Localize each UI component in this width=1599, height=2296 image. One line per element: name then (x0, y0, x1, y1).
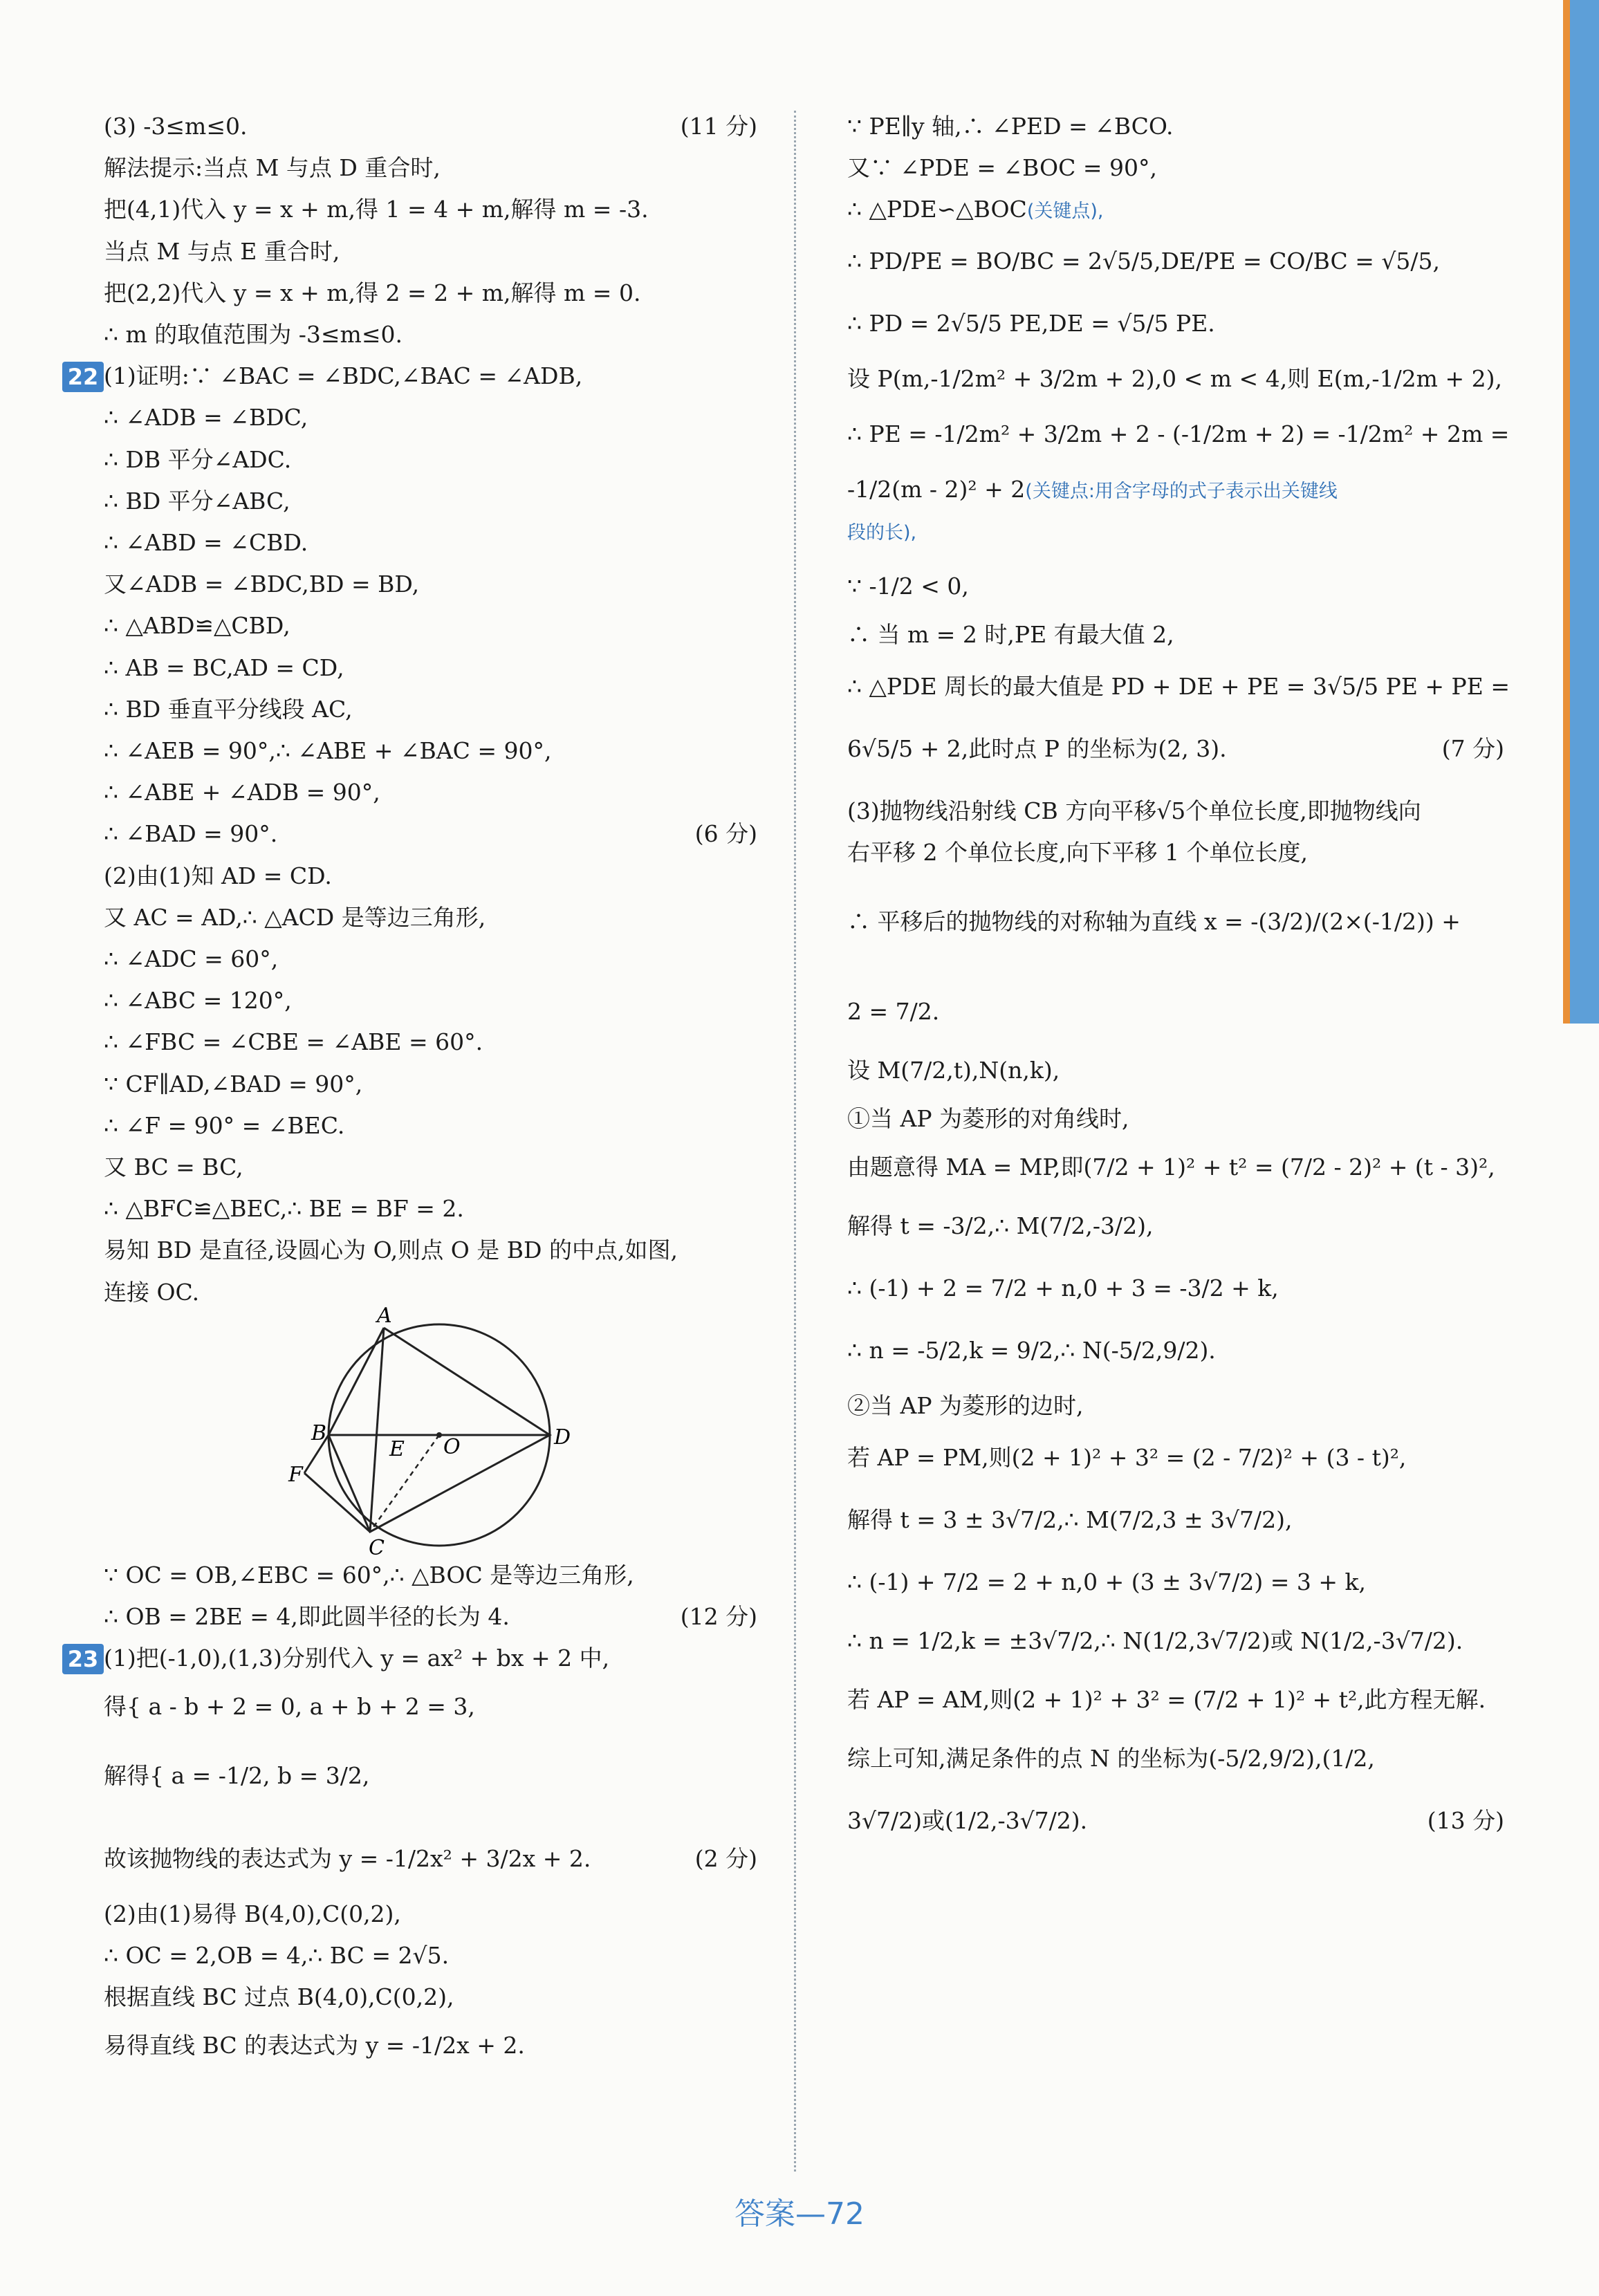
line-text: 故该抛物线的表达式为 y = -1/2x² + 3/2x + 2. (104, 1845, 591, 1872)
line-text: ∴ PD/PE = BO/BC = 2√5/5,DE/PE = CO/BC = √5/5, (847, 248, 1440, 275)
text-line (847, 1335, 1504, 1367)
text-line (104, 943, 757, 975)
text-line (104, 694, 757, 725)
line-text: ∴ 当 m = 2 时,PE 有最大值 2, (847, 621, 1174, 648)
text-line (847, 363, 1504, 395)
line-text: ∴ △PDE 周长的最大值是 PD + DE + PE = 3√5/5 PE + PE = (847, 673, 1510, 700)
line-text: ∴ ∠FBC = ∠CBE = ∠ABE = 60°. (104, 1028, 483, 1056)
line-text: ∴ BD 垂直平分线段 AC, (104, 695, 353, 723)
text-line (67, 360, 757, 392)
line-text: 6√5/5 + 2,此时点 P 的坐标为(2, 3). (847, 735, 1227, 762)
text-line (104, 735, 757, 767)
line-text: ∴ PE = -1/2m² + 3/2m + 2 - (-1/2m + 2) = -1/2m² + 2m = (847, 420, 1510, 447)
line-text: ∴ PD = 2√5/5 PE,DE = √5/5 PE. (847, 310, 1215, 337)
text-line (104, 1026, 757, 1058)
text-line (104, 527, 757, 559)
line-text: 又 BC = BC, (104, 1154, 243, 1181)
text-line (104, 1151, 757, 1183)
text-line (847, 619, 1504, 651)
text-line (104, 2030, 757, 2062)
circle-figure (280, 1300, 577, 1556)
handwritten-note: (关键点), (1026, 201, 1104, 222)
line-text: (1)证明:∵ ∠BAC = ∠BDC,∠BAC = ∠ADB, (104, 362, 583, 390)
line-text: ②当 AP 为菱形的边时, (847, 1392, 1084, 1419)
figure-label-f: F (288, 1463, 303, 1487)
text-line (847, 1151, 1504, 1183)
text-line (104, 610, 757, 642)
line-text: (3)抛物线沿射线 CB 方向平移√5个单位长度,即抛物线向 (847, 797, 1421, 824)
line-text: ∵ OC = OB,∠EBC = 60°,∴ △BOC 是等边三角形, (104, 1562, 634, 1589)
line-text: (2)由(1)知 AD = CD. (104, 862, 332, 889)
text-line (104, 1760, 757, 1792)
line-text: ∴ △PDE∽△BOC (847, 196, 1027, 223)
page-edge-tab (1563, 0, 1599, 1024)
text-line (847, 1210, 1504, 1242)
text-line (847, 1390, 1504, 1422)
text-line (847, 1684, 1504, 1716)
figure-label-c: C (369, 1536, 385, 1556)
line-text: 把(4,1)代入 y = x + m,得 1 = 4 + m,解得 m = -3. (104, 196, 649, 223)
line-text: ∴ DB 平分∠ADC. (104, 445, 292, 473)
text-line (847, 246, 1504, 277)
figure-label-a: A (377, 1304, 392, 1328)
text-line (104, 1843, 757, 1875)
page-footer: 答案—72 (734, 2196, 865, 2232)
line-text: 把(2,2)代入 y = x + m,得 2 = 2 + m,解得 m = 0. (104, 279, 641, 306)
handwritten-note: 段的长), (847, 522, 917, 544)
text-line (104, 568, 757, 600)
line-text: ∴ ∠ABE + ∠ADB = 90°, (104, 779, 380, 806)
line-text: ∴ ∠F = 90° = ∠BEC. (104, 1111, 345, 1139)
text-line (67, 1642, 757, 1674)
line-text: ∴ ∠ADC = 60°, (104, 945, 279, 972)
line-text: 解法提示:当点 M 与点 D 重合时, (104, 154, 441, 182)
line-text: 若 AP = AM,则(2 + 1)² + 3² = (7/2 + 1)² + t²,此方程无解. (847, 1686, 1486, 1713)
text-line (847, 1566, 1504, 1598)
line-text: ∴ OC = 2,OB = 4,∴ BC = 2√5. (104, 1942, 450, 1969)
line-text: ∴ ∠ADB = ∠BDC, (104, 404, 308, 432)
text-line (104, 1691, 757, 1723)
text-line (847, 571, 1504, 602)
line-text: (1)把(-1,0),(1,3)分别代入 y = ax² + bx + 2 中, (104, 1645, 610, 1672)
line-text: 又 AC = AD,∴ △ACD 是等边三角形, (104, 903, 486, 931)
line-text: 当点 M 与点 E 重合时, (104, 237, 340, 265)
line-text: ∴ ∠BAD = 90°. (104, 820, 278, 848)
line-text: 根据直线 BC 过点 B(4,0),C(0,2), (104, 1983, 454, 2010)
line-text: ∴ 平移后的抛物线的对称轴为直线 x = -(3/2)/(2×(-1/2)) + (847, 908, 1461, 935)
text-line (104, 777, 757, 808)
figure-label-o: O (443, 1435, 461, 1459)
text-line (104, 236, 757, 268)
text-line (847, 996, 1504, 1028)
text-line (847, 152, 1504, 184)
line-text: ∴ AB = BC,AD = CD, (104, 654, 344, 681)
text-line (847, 194, 1504, 228)
text-line (847, 906, 1504, 938)
line-text: ∵ PE∥y 轴,∴ ∠PED = ∠BCO. (847, 113, 1174, 140)
text-line (104, 1234, 757, 1266)
text-line (104, 1940, 757, 1972)
text-line (104, 194, 757, 225)
text-line (847, 515, 1504, 549)
text-line (847, 1743, 1504, 1775)
line-text: ∴ △ABD≌△CBD, (104, 612, 290, 640)
question-number-badge: 23 (62, 1644, 104, 1674)
text-line (104, 111, 757, 142)
text-line (104, 1981, 757, 2013)
figure-label-b: B (311, 1421, 327, 1445)
text-line (847, 111, 1504, 142)
text-line (847, 1805, 1504, 1837)
score-label: (6 分) (694, 820, 757, 848)
line-text: 易得直线 BC 的表达式为 y = -1/2x + 2. (104, 2032, 525, 2059)
text-line (104, 1559, 757, 1591)
line-text: 连接 OC. (104, 1278, 200, 1306)
text-line (847, 733, 1504, 765)
text-line (847, 308, 1504, 340)
line-text: ∴ ∠AEB = 90°,∴ ∠ABE + ∠BAC = 90°, (104, 737, 552, 764)
text-line (104, 985, 757, 1017)
column-divider (794, 111, 796, 2172)
text-line (104, 319, 757, 351)
text-line (847, 1055, 1504, 1086)
text-line (847, 1625, 1504, 1657)
figure-label-d: D (554, 1425, 571, 1450)
text-line (104, 444, 757, 476)
line-text: 易知 BD 是直径,设圆心为 O,则点 O 是 BD 的中点,如图, (104, 1237, 678, 1264)
score-label: (2 分) (694, 1845, 757, 1872)
text-line (104, 277, 757, 309)
line-text: ∴ (-1) + 2 = 7/2 + n,0 + 3 = -3/2 + k, (847, 1275, 1279, 1302)
question-number-badge: 22 (62, 362, 104, 392)
text-line (847, 671, 1510, 703)
text-line (104, 860, 757, 892)
text-line (104, 1193, 757, 1225)
line-text: 设 P(m,-1/2m² + 3/2m + 2),0 < m < 4,则 E(m,-1/2m + 2), (847, 365, 1502, 392)
line-text: ∴ n = 1/2,k = ±3√7/2,∴ N(1/2,3√7/2)或 N(1/2,-3√7/2). (847, 1627, 1463, 1654)
line-text: ∴ m 的取值范围为 -3≤m≤0. (104, 321, 403, 348)
line-text: 3√7/2)或(1/2,-3√7/2). (847, 1807, 1088, 1834)
text-line (104, 1898, 757, 1930)
line-text: (2)由(1)易得 B(4,0),C(0,2), (104, 1900, 401, 1927)
text-line (104, 902, 757, 934)
text-line (847, 1103, 1504, 1135)
line-text: ∴ ∠ABD = ∠CBD. (104, 529, 308, 556)
line-text: ∵ -1/2 < 0, (847, 573, 969, 600)
line-text: 综上可知,满足条件的点 N 的坐标为(-5/2,9/2),(1/2, (847, 1745, 1375, 1772)
line-text: ∴ △BFC≌△BEC,∴ BE = BF = 2. (104, 1195, 464, 1223)
line-text: 设 M(7/2,t),N(n,k), (847, 1057, 1060, 1084)
text-line (104, 1110, 757, 1142)
line-text: 右平移 2 个单位长度,向下平移 1 个单位长度, (847, 839, 1308, 866)
text-line (104, 818, 757, 850)
line-text: 又∠ADB = ∠BDC,BD = BD, (104, 571, 420, 598)
text-line (104, 402, 757, 434)
line-text: ∴ n = -5/2,k = 9/2,∴ N(-5/2,9/2). (847, 1337, 1216, 1364)
text-line (847, 1442, 1504, 1474)
handwritten-note: (关键点:用含字母的式子表示出关键线 (1025, 481, 1338, 502)
text-line (104, 652, 757, 684)
line-text: 解得{ a = -1/2, b = 3/2, (104, 1762, 370, 1789)
line-text: 又∵ ∠PDE = ∠BOC = 90°, (847, 154, 1157, 181)
line-text: 由题意得 MA = MP,即(7/2 + 1)² + t² = (7/2 - 2)² + (t - 3)², (847, 1154, 1495, 1181)
line-text: ∴ (-1) + 7/2 = 2 + n,0 + (3 ± 3√7/2) = 3 + k, (847, 1568, 1366, 1595)
text-line (847, 795, 1504, 827)
text-line (104, 485, 757, 517)
text-line (847, 474, 1504, 508)
line-text: 解得 t = -3/2,∴ M(7/2,-3/2), (847, 1212, 1154, 1239)
line-text: 解得 t = 3 ± 3√7/2,∴ M(7/2,3 ± 3√7/2), (847, 1506, 1293, 1533)
text-line (847, 418, 1510, 450)
line-text: 若 AP = PM,则(2 + 1)² + 3² = (2 - 7/2)² + (3 - t)², (847, 1444, 1407, 1471)
line-text: 得{ a - b + 2 = 0, a + b + 2 = 3, (104, 1693, 475, 1720)
line-text: ∴ ∠ABC = 120°, (104, 987, 292, 1015)
line-text: -1/2(m - 2)² + 2 (847, 476, 1026, 503)
line-text: ∵ CF∥AD,∠BAD = 90°, (104, 1070, 363, 1098)
score-label: (7 分) (1441, 735, 1504, 762)
text-line (847, 837, 1504, 869)
score-label: (13 分) (1427, 1807, 1504, 1834)
text-line (104, 1601, 757, 1633)
text-line (104, 1068, 757, 1100)
figure-label-e: E (389, 1437, 405, 1461)
line-text: ∴ BD 平分∠ABC, (104, 487, 290, 515)
text-line (104, 152, 757, 184)
line-text: ∴ OB = 2BE = 4,即此圆半径的长为 4. (104, 1603, 510, 1630)
line-text: ①当 AP 为菱形的对角线时, (847, 1105, 1129, 1132)
score-label: (11 分) (680, 113, 757, 140)
score-label: (12 分) (680, 1603, 757, 1630)
text-line (847, 1504, 1504, 1536)
line-text: (3) -3≤m≤0. (104, 113, 248, 140)
text-line (847, 1272, 1504, 1304)
line-text: 2 = 7/2. (847, 998, 940, 1025)
